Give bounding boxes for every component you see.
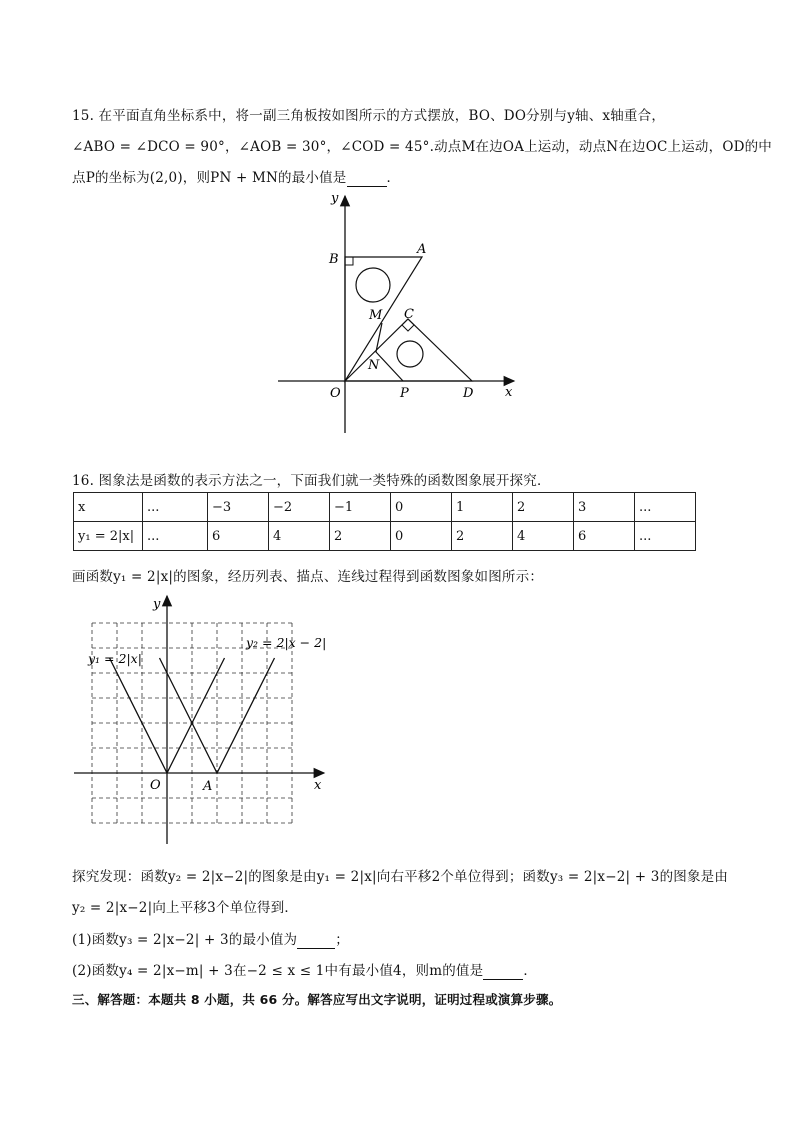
table-cell: ... [635, 522, 696, 551]
table-cell: ... [143, 522, 208, 551]
triangle-hole-1 [356, 268, 390, 302]
table-cell: 2 [330, 522, 391, 551]
table-row-x [74, 493, 696, 522]
q16-discovery-line-1: 探究发现：函数y₂ = 2|x−2|的图象是由y₁ = 2|x|向右平移2个单位得到；函数y₃ = 2|x−2| + 3的图象是由 [72, 869, 729, 885]
answer-blank-q15[interactable] [347, 170, 387, 187]
table-cell: ... [635, 493, 696, 522]
right-angle-mark-b [345, 257, 353, 265]
table-cell: 3 [574, 493, 635, 522]
q16-sub2-text: (2)函数y₄ = 2|x−m| + 3在−2 ≤ x ≤ 1中有最小值4，则m的值是 [72, 963, 484, 979]
answer-blank-q16-1[interactable] [297, 932, 335, 949]
q16-sub2 [72, 959, 537, 980]
q16-sub1 [72, 928, 349, 949]
q16-intro: 16. 图象法是函数的表示方法之一，下面我们就一类特殊的函数图象展开探究． [72, 473, 551, 489]
label-m: M [369, 308, 383, 323]
q15-line-3 [72, 166, 400, 187]
section-three-heading: 三、解答题：本题共 8 小题，共 66 分。解答应写出文字说明，证明过程或演算步骤。 [72, 992, 562, 1007]
segment-mnp [376, 323, 403, 381]
label-a: A [417, 242, 427, 257]
table-cell: 4 [269, 522, 330, 551]
table-cell: ... [143, 493, 208, 522]
answer-blank-q16-2[interactable] [483, 963, 523, 980]
table-cell: 1 [452, 493, 513, 522]
table-cell: −2 [269, 493, 330, 522]
table-cell: 2 [452, 522, 513, 551]
q15-figure [270, 190, 530, 440]
table-cell: 6 [208, 522, 269, 551]
q15-line-3-text: 点P的坐标为(2,0)，则PN + MN的最小值是 [72, 170, 347, 186]
label-n: N [368, 358, 380, 373]
label-x: x [505, 385, 513, 400]
series-label-y2: y₂ = 2|x − 2| [246, 635, 327, 650]
table-cell: x [74, 493, 143, 522]
table-cell: y₁ = 2|x| [74, 522, 143, 551]
table-cell: 0 [391, 493, 452, 522]
label-c: C [404, 307, 414, 322]
q15-line-2: ∠ABO = ∠DCO = 90°，∠AOB = 30°，∠COD = 45°.动点M在边OA上运动，动点N在边OC上运动，OD的中 [72, 139, 773, 155]
q16-discovery-line-2: y₂ = 2|x−2|向上平移3个单位得到． [72, 900, 299, 916]
label-y: y [331, 191, 339, 206]
table-row-y1 [74, 522, 696, 551]
table-cell: 4 [513, 522, 574, 551]
label-d: D [463, 386, 474, 401]
q16-sub1-text: (1)函数y₃ = 2|x−2| + 3的最小值为 [72, 932, 298, 948]
triangle-hole-2 [397, 341, 423, 367]
q15-line-3-end: ． [386, 170, 401, 186]
table-cell: 2 [513, 493, 574, 522]
q16-sub1-end: ； [335, 932, 349, 948]
q16-function-graph [70, 592, 340, 854]
table-cell: −1 [330, 493, 391, 522]
label-o: O [330, 386, 341, 401]
table-cell: 6 [574, 522, 635, 551]
value-table [73, 492, 696, 551]
label-y: y [153, 597, 161, 612]
label-p: P [400, 386, 409, 401]
label-b: B [329, 252, 339, 267]
label-a: A [203, 779, 213, 794]
label-o: O [150, 778, 161, 793]
q16-sub2-end: ． [523, 963, 538, 979]
q15-line-1: 15. 在平面直角坐标系中，将一副三角板按如图所示的方式摆放，BO、DO分别与y轴、x轴重合， [72, 108, 666, 124]
table-cell: −3 [208, 493, 269, 522]
table-cell: 0 [391, 522, 452, 551]
series-label-y1: y₁ = 2|x| [88, 651, 142, 666]
label-x: x [314, 778, 322, 793]
q16-graph-text: 画函数y₁ = 2|x|的图象，经历列表、描点、连线过程得到函数图象如图所示： [72, 569, 544, 585]
